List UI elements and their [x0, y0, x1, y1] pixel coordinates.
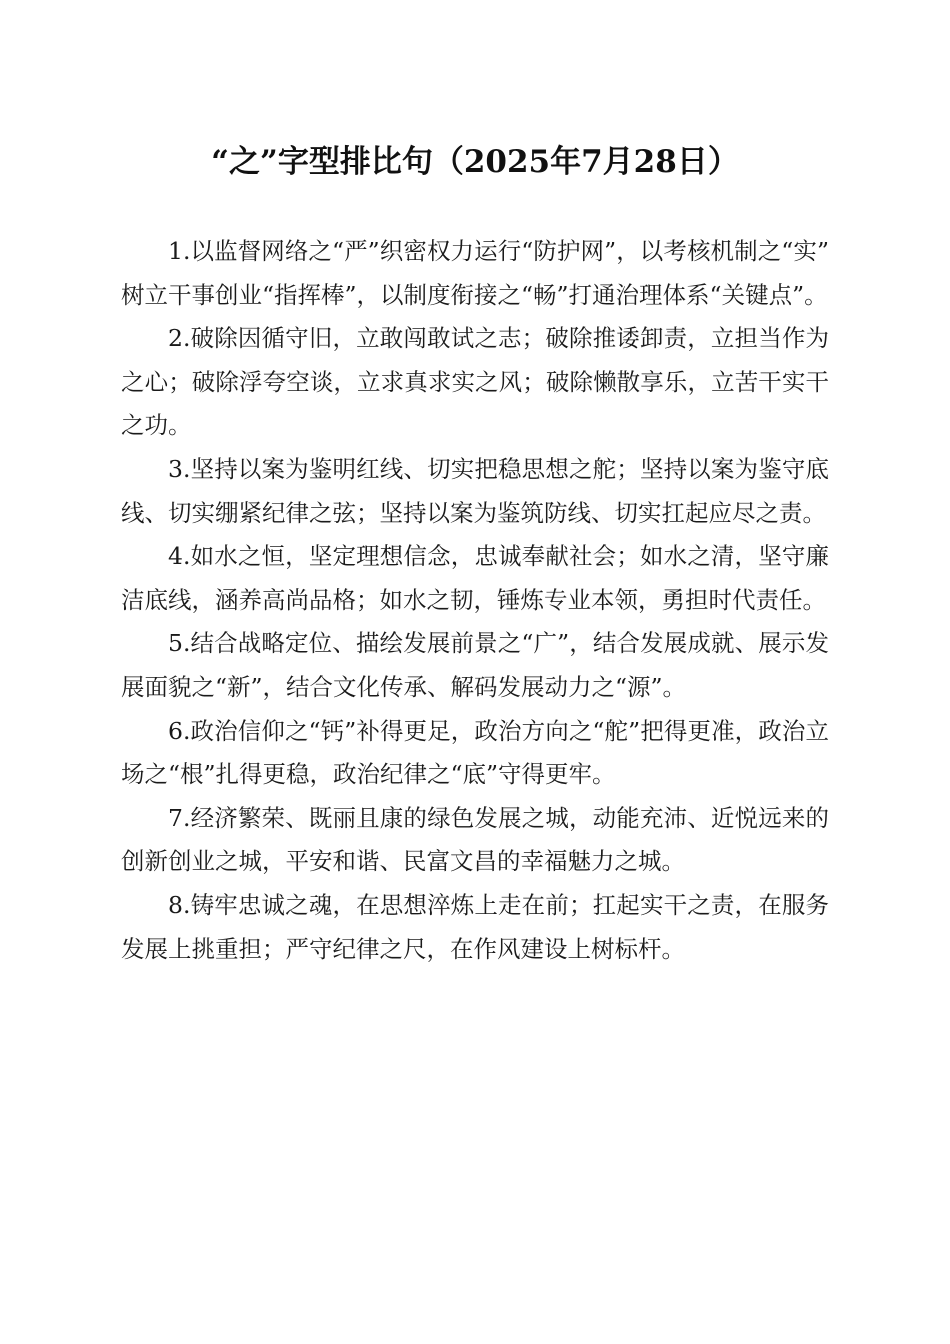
- paragraph-3: 3.坚持以案为鉴明红线、切实把稳思想之舵；坚持以案为鉴守底线、切实绷紧纪律之弦；坚持以案为鉴筑防线、切实扛起应尽之责。: [121, 454, 829, 527]
- paragraph-6: 6.政治信仰之“钙”补得更足，政治方向之“舵”把得更准，政治立场之“根”扎得更稳，政治纪律之“底”守得更牢。: [121, 716, 829, 789]
- paragraph-5: 5.结合战略定位、描绘发展前景之“广”，结合发展成就、展示发展面貌之“新”，结合文化传承、解码发展动力之“源”。: [121, 629, 829, 701]
- paragraph-7: 7.经济繁荣、既丽且康的绿色发展之城，动能充沛、近悦远来的创新创业之城，平安和谐、民富文昌的幸福魅力之城。: [121, 803, 829, 876]
- paragraph-2: 2.破除因循守旧，立敢闯敢试之志；破除推诿卸责，立担当作为之心；破除浮夸空谈，立求真求实之风；破除懒散享乐，立苦干实干之功。: [121, 324, 829, 440]
- paragraph-8: 8.铸牢忠诚之魂，在思想淬炼上走在前；扛起实干之责，在服务发展上挑重担；严守纪律之尺，在作风建设上树标杆。: [121, 890, 829, 963]
- paragraph-4: 4.如水之恒，坚定理想信念，忠诚奉献社会；如水之清，坚守廉洁底线，涵养高尚品格；如水之韧，锤炼专业本领，勇担时代责任。: [121, 542, 829, 614]
- document-body: [121, 230, 829, 971]
- paragraph-1: 1.以监督网络之“严”织密权力运行“防护网”，以考核机制之“实”树立干事创业“指挥棒”，以制度衔接之“畅”打通治理体系“关键点”。: [121, 237, 829, 309]
- document-title: “之”字型排比句（2025年7月28日）: [211, 144, 739, 180]
